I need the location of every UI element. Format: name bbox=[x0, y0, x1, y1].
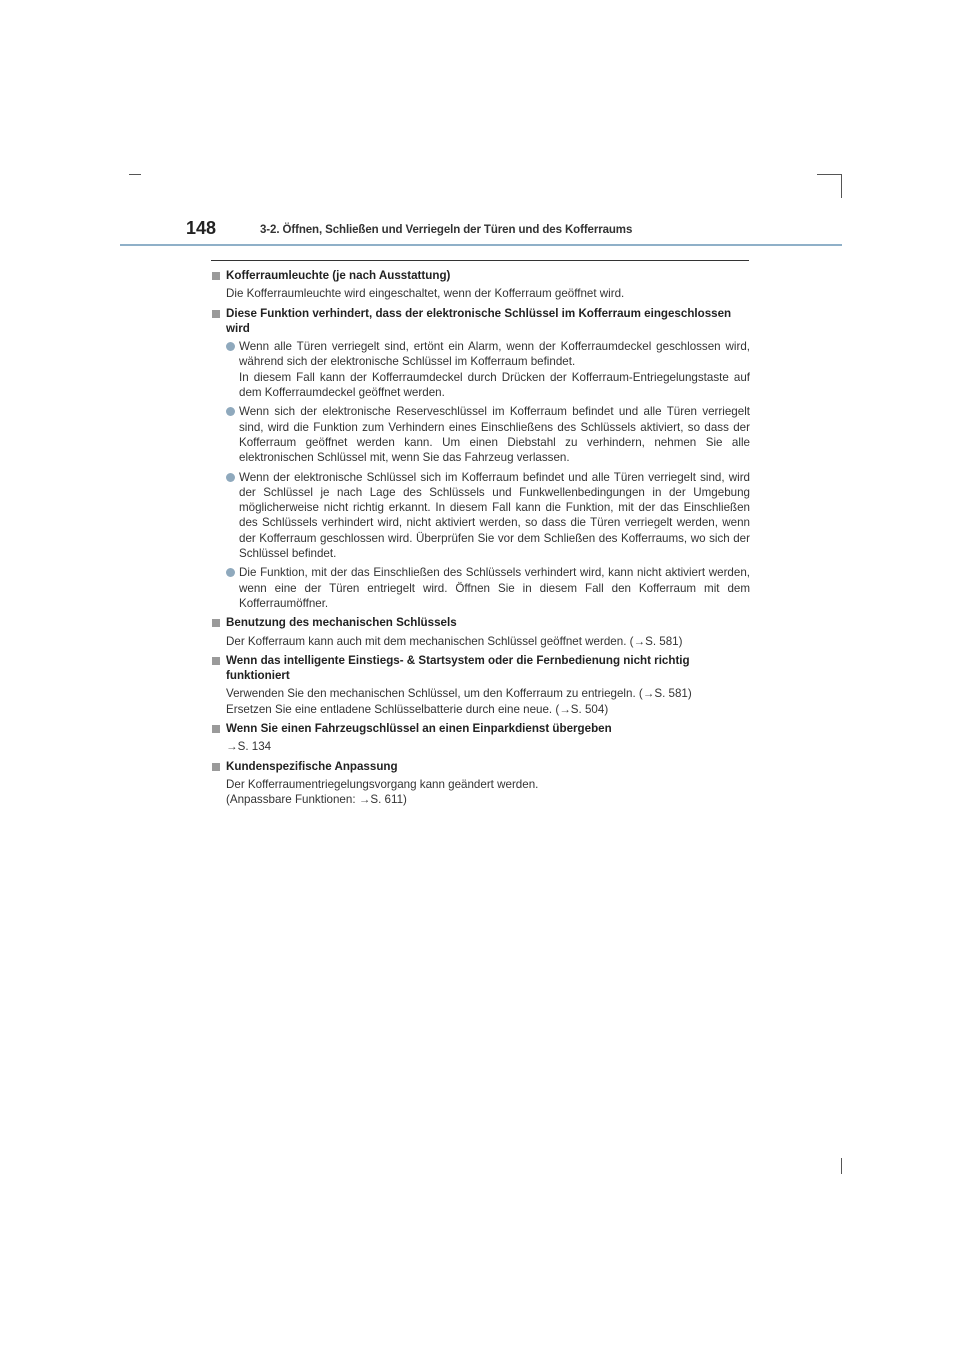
bullet-text: Wenn alle Türen verriegelt sind, ertönt ein Alarm, wenn der Kofferraumdeckel geschlossen wird, während sich der elektronische Schlüssel im Kofferraum befindet. In diesem Fall kann der Kofferraumdeckel durch Drücken der Kofferraum-Entriegelungstaste auf dem Kofferraumdeckel geöffnet werden. bbox=[239, 340, 750, 400]
section-heading: Wenn das intelligente Einstiegs- & Startsystem oder die Fernbedienung nicht richtig funktioniert bbox=[211, 653, 750, 684]
section-customization bbox=[211, 759, 750, 808]
chapter-title: 3-2. Öffnen, Schließen und Verriegeln der Türen und des Kofferraums bbox=[260, 224, 633, 236]
bullet-text: Wenn sich der elektronische Reserveschlüssel im Kofferraum befindet und alle Türen verriegelt sind, wird die Funktion zum Verhindern eines Einschließens des Schlüssels aktiviert, so dass der Kofferraum geöffnet werden kann. Um einen Diebstahl zu verhindern, nehmen Sie alle elektronischen Schlüssel mit, wenn Sie das Fahrzeug verlassen. bbox=[239, 405, 750, 465]
section-valet bbox=[211, 721, 750, 755]
round-bullet-icon bbox=[226, 473, 235, 482]
crop-mark bbox=[817, 174, 842, 175]
round-bullet-icon bbox=[226, 407, 235, 416]
section-body: Die Kofferraumleuchte wird eingeschaltet, wenn der Kofferraum geöffnet wird. bbox=[226, 287, 625, 301]
square-bullet-icon bbox=[212, 725, 220, 733]
section-divider bbox=[211, 260, 749, 261]
list-item bbox=[211, 470, 750, 562]
page-content bbox=[211, 268, 750, 812]
list-item bbox=[211, 339, 750, 400]
round-bullet-icon bbox=[226, 342, 235, 351]
square-bullet-icon bbox=[212, 272, 220, 280]
list-item bbox=[211, 404, 750, 465]
bullet-text: Die Funktion, mit der das Einschließen des Schlüssels verhindert wird, kann nicht aktiviert werden, wenn eine der Türen entriegelt wird. Öffnen Sie in diesem Fall den Kofferraum mit dem Kofferraumöffner. bbox=[239, 566, 750, 610]
section-body: Der Kofferraum kann auch mit dem mechanischen Schlüssel geöffnet werden. (→S. 581) bbox=[226, 634, 683, 648]
section-trunk-light bbox=[211, 268, 750, 302]
square-bullet-icon bbox=[212, 619, 220, 627]
section-body: Verwenden Sie den mechanischen Schlüssel, um den Kofferraum zu entriegeln. (→S. 581) Ersetzen Sie eine entladene Schlüsselbatterie durch eine neue. (→S. 504) bbox=[226, 687, 692, 716]
section-system-malfunction bbox=[211, 653, 750, 717]
square-bullet-icon bbox=[212, 763, 220, 771]
square-bullet-icon bbox=[212, 310, 220, 318]
section-heading: Wenn Sie einen Fahrzeugschlüssel an einen Einparkdienst übergeben bbox=[211, 721, 750, 736]
section-heading: Kofferraumleuchte (je nach Ausstattung) bbox=[211, 268, 750, 283]
section-heading: Kundenspezifische Anpassung bbox=[211, 759, 750, 774]
section-heading: Benutzung des mechanischen Schlüssels bbox=[211, 615, 750, 630]
crop-mark bbox=[841, 1158, 842, 1174]
section-key-lock-in-prevention bbox=[211, 306, 750, 612]
bullet-text: Wenn der elektronische Schlüssel sich im Kofferraum befindet und alle Türen verriegelt sind, wird der Schlüssel je nach Lage des Schlüssels und Funkwellenbedingungen in der Umgebung möglicherweise nicht richtig erkannt. In diesem Fall kann die Funktion, mit der das Einschließen des Schlüssels verhindert wird, nicht aktiviert werden, so dass die Türen verriegelt werden, wenn der Kofferraum geschlossen wird. Überprüfen Sie vor dem Schließen des Kofferraums, wo sich der Schlüssel befindet. bbox=[239, 470, 750, 561]
section-body: →S. 134 bbox=[226, 740, 272, 754]
list-item bbox=[211, 565, 750, 611]
crop-mark bbox=[129, 174, 141, 175]
round-bullet-icon bbox=[226, 568, 235, 577]
section-mechanical-key bbox=[211, 615, 750, 649]
square-bullet-icon bbox=[212, 657, 220, 665]
section-body: Der Kofferraumentriegelungsvorgang kann geändert werden. (Anpassbare Funktionen: →S. 611) bbox=[226, 777, 539, 807]
page-number: 148 bbox=[186, 218, 217, 238]
section-heading: Diese Funktion verhindert, dass der elektronische Schlüssel im Kofferraum eingeschlossen wird bbox=[211, 306, 750, 337]
page-header bbox=[120, 216, 842, 246]
crop-mark bbox=[841, 174, 842, 198]
